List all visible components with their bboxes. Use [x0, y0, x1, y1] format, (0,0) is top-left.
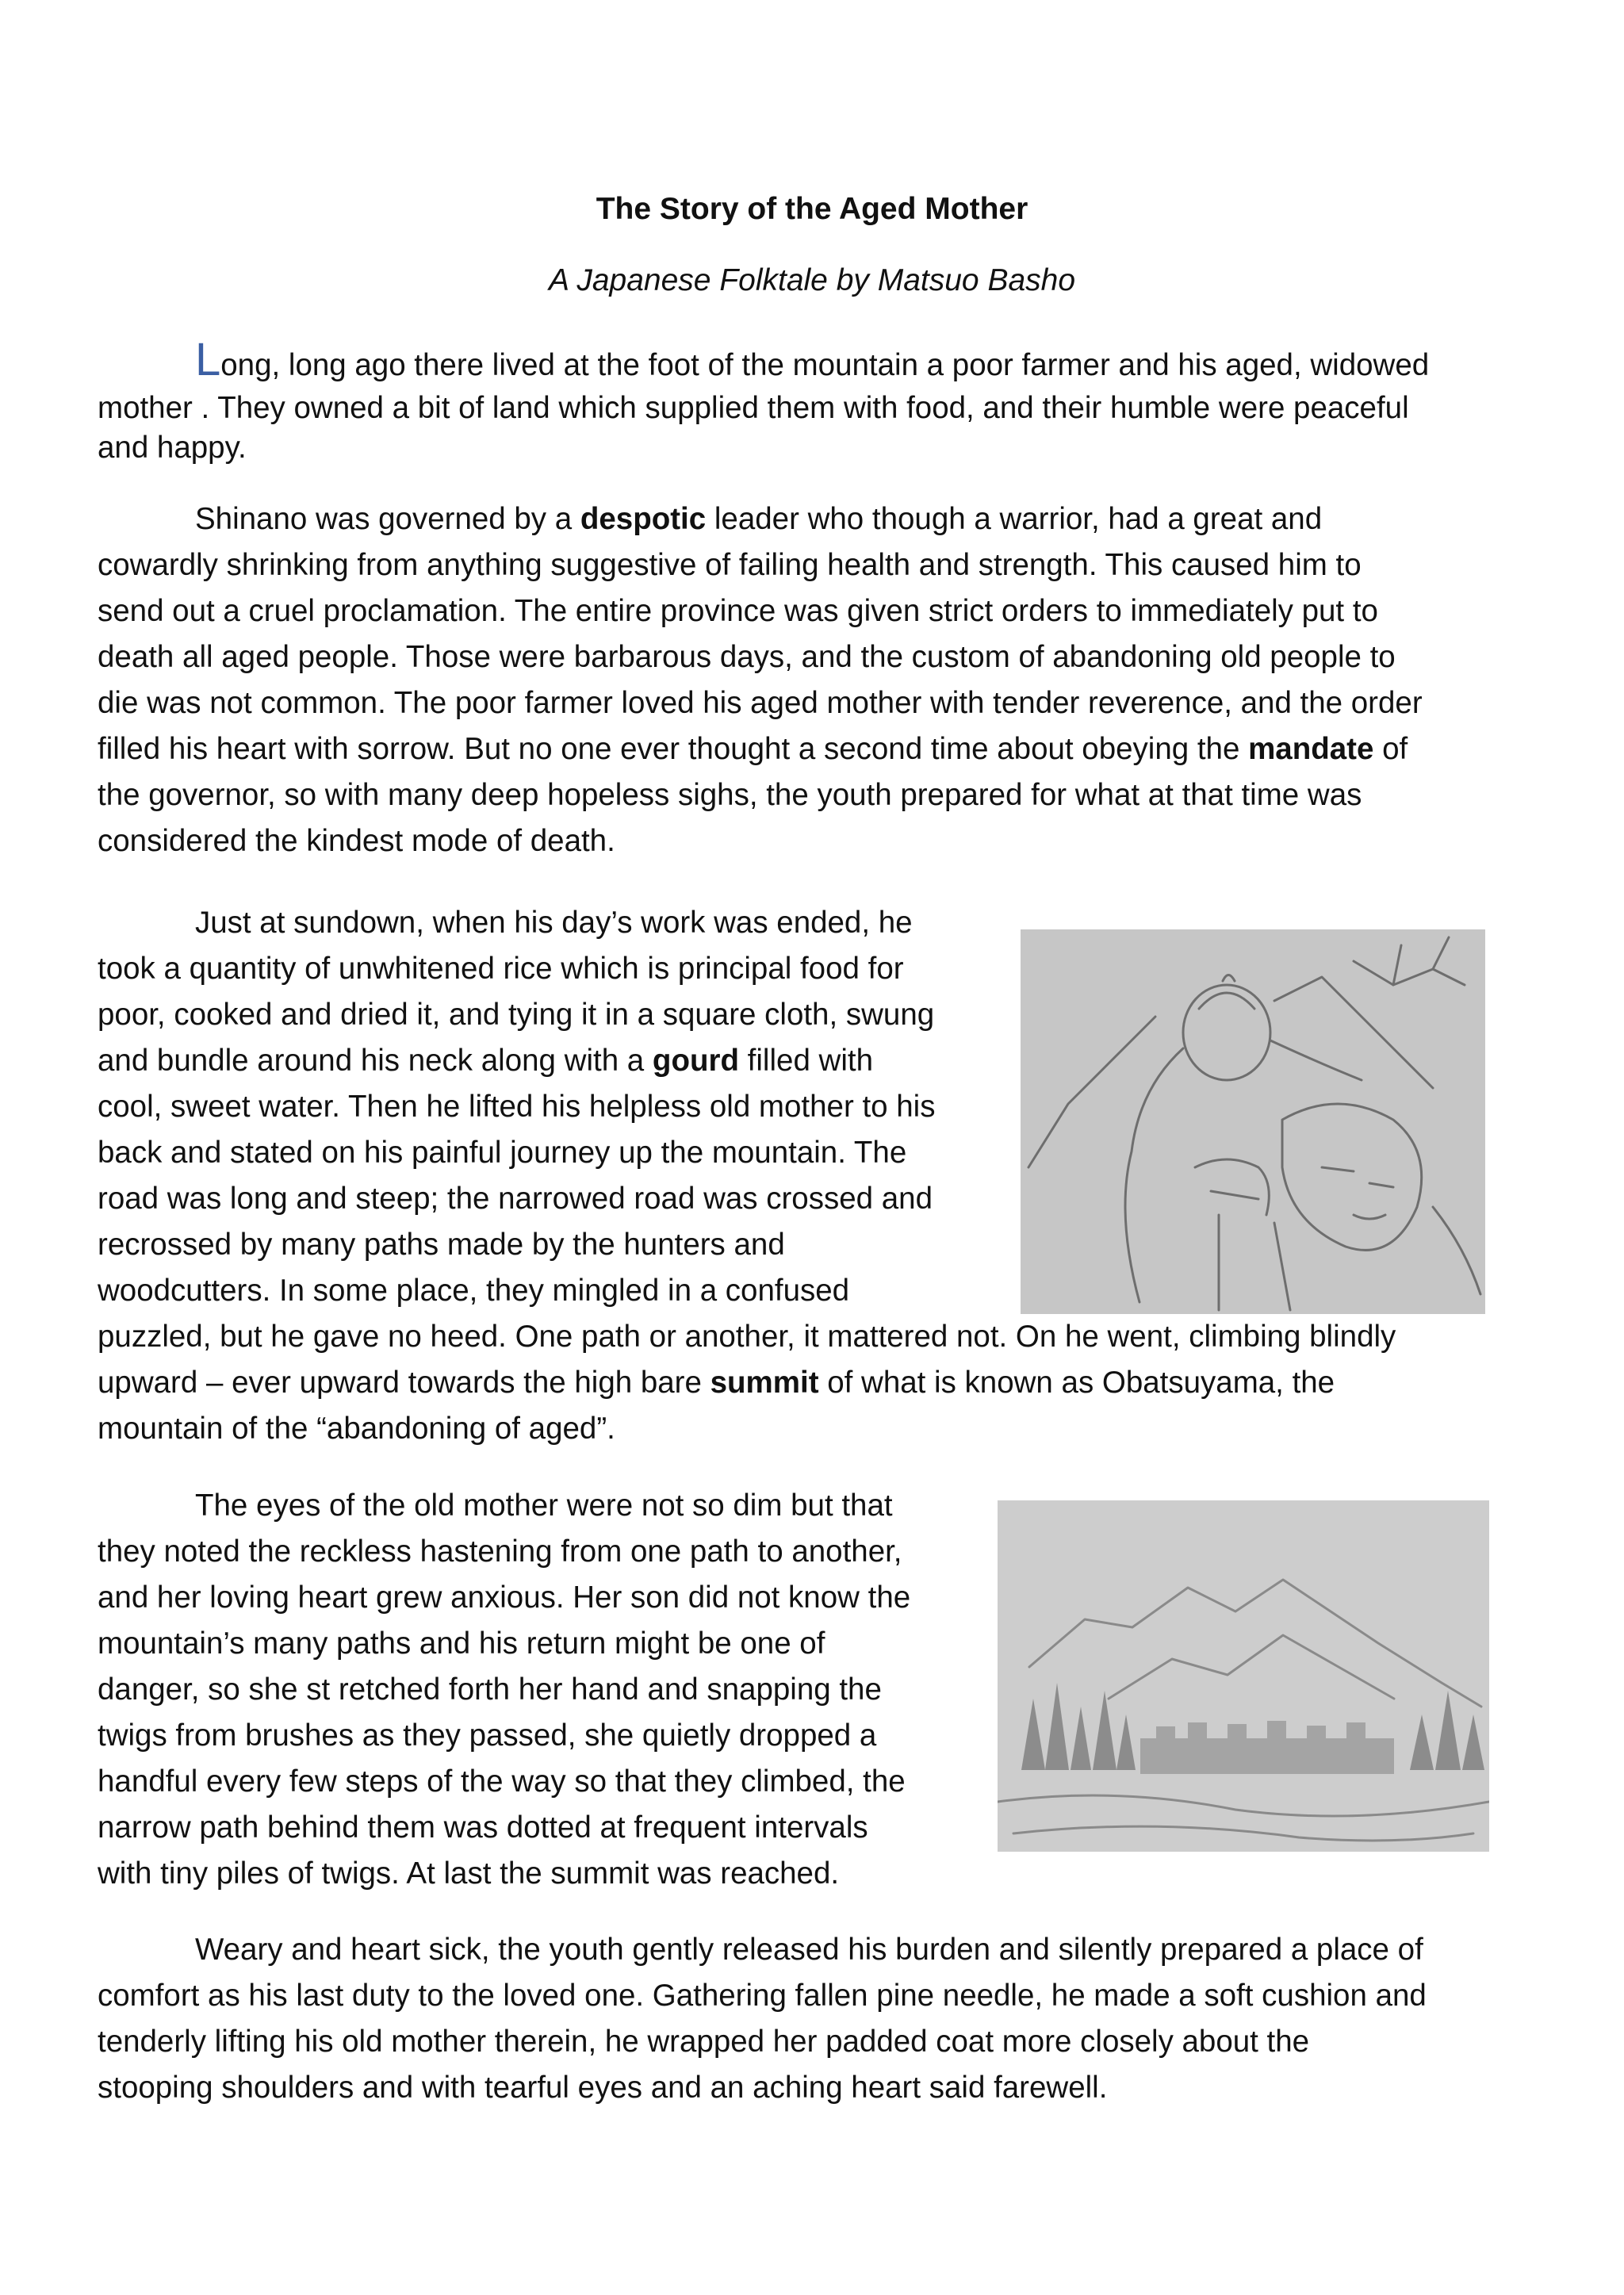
- bold-word: gourd: [652, 1044, 739, 1078]
- paragraph-line: Weary and heart sick, the youth gently released his burden and silently prepared a place of: [195, 1933, 1423, 1967]
- paragraph-line: and happy.: [98, 431, 247, 465]
- page-title: The Story of the Aged Mother: [596, 192, 1028, 226]
- sketch-son-mother-icon: [1021, 929, 1485, 1314]
- paragraph-line: poor, cooked and dried it, and tying it in a square cloth, swung: [98, 998, 935, 1032]
- paragraph-line: handful every few steps of the way so that they climbed, the: [98, 1764, 906, 1799]
- paragraph-line: back and stated on his painful journey up the mountain. The: [98, 1136, 907, 1170]
- paragraph-line: they noted the reckless hastening from one path to another,: [98, 1534, 902, 1569]
- paragraph-line: stooping shoulders and with tearful eyes and an aching heart said farewell.: [98, 2071, 1108, 2105]
- paragraph-line: twigs from brushes as they passed, she quietly dropped a: [98, 1718, 877, 1753]
- paragraph-line: narrow path behind them was dotted at frequent intervals: [98, 1810, 868, 1845]
- paragraph-line: send out a cruel proclamation. The entire province was given strict orders to immediately put to: [98, 594, 1378, 628]
- paragraph-line: and her loving heart grew anxious. Her son did not know the: [98, 1580, 911, 1615]
- paragraph-line: puzzled, but he gave no heed. One path or another, it mattered not. On he went, climbing blindly: [98, 1320, 1396, 1354]
- paragraph-line: Just at sundown, when his day’s work was ended, he: [195, 906, 913, 940]
- paragraph-line: death all aged people. Those were barbarous days, and the custom of abandoning old people to: [98, 640, 1396, 674]
- bold-word: mandate: [1248, 732, 1374, 766]
- paragraph-line: recrossed by many paths made by the hunters and: [98, 1228, 785, 1262]
- paragraph-1: [98, 334, 1430, 468]
- paragraph-line: mountain’s many paths and his return might be one of: [98, 1626, 825, 1661]
- paragraph-line: and bundle around his neck along with a gourd filled with: [98, 1044, 874, 1078]
- paragraph-line: with tiny piles of twigs. At last the summit was reached.: [98, 1856, 840, 1891]
- paragraph-5: [98, 1927, 1427, 2111]
- paragraph-line: comfort as his last duty to the loved one. Gathering fallen pine needle, he made a soft cushion and: [98, 1979, 1427, 2013]
- paragraph-line: considered the kindest mode of death.: [98, 824, 615, 858]
- paragraph-line: The eyes of the old mother were not so dim but that: [195, 1488, 893, 1523]
- paragraph-line: road was long and steep; the narrowed road was crossed and: [98, 1182, 933, 1216]
- paragraph-line: mother . They owned a bit of land which supplied them with food, and their humble were peaceful: [98, 391, 1409, 425]
- paragraph-line: die was not common. The poor farmer loved his aged mother with tender reverence, and the order: [98, 686, 1423, 720]
- bold-word: summit: [710, 1366, 819, 1400]
- paragraph-2: [98, 496, 1423, 864]
- paragraph-line: filled his heart with sorrow. But no one ever thought a second time about obeying the mandate of: [98, 732, 1408, 766]
- paragraph-line: cool, sweet water. Then he lifted his helpless old mother to his: [98, 1090, 936, 1124]
- paragraph-line: the governor, so with many deep hopeless sighs, the youth prepared for what at that time was: [98, 778, 1362, 812]
- paragraph-line: took a quantity of unwhitened rice which is principal food for: [98, 952, 904, 986]
- paragraph-line: danger, so she st retched forth her hand and snapping the: [98, 1672, 882, 1707]
- illustration-mountain-landscape: [998, 1500, 1489, 1852]
- paragraph-line: cowardly shrinking from anything suggestive of failing health and strength. This caused him to: [98, 548, 1362, 582]
- drop-cap: L: [195, 334, 221, 385]
- page-subtitle: A Japanese Folktale by Matsuo Basho: [548, 263, 1076, 297]
- paragraph-line: mountain of the “abandoning of aged”.: [98, 1412, 615, 1446]
- paragraph-line: upward – ever upward towards the high bare summit of what is known as Obatsuyama, the: [98, 1366, 1335, 1400]
- paragraph-line: tenderly lifting his old mother therein, he wrapped her padded coat more closely about the: [98, 2025, 1310, 2059]
- paragraph-line: woodcutters. In some place, they mingled in a confused: [98, 1274, 850, 1308]
- bold-word: despotic: [580, 502, 707, 536]
- paragraph-line: Long, long ago there lived at the foot of the mountain a poor farmer and his aged, widowed: [195, 334, 1430, 385]
- illustration-son-carrying-mother: [1021, 929, 1485, 1314]
- paragraph-line: Shinano was governed by a despotic leader who though a warrior, had a great and: [195, 502, 1323, 536]
- sketch-mountains-icon: [998, 1500, 1489, 1852]
- paragraph-4: [98, 1483, 910, 1897]
